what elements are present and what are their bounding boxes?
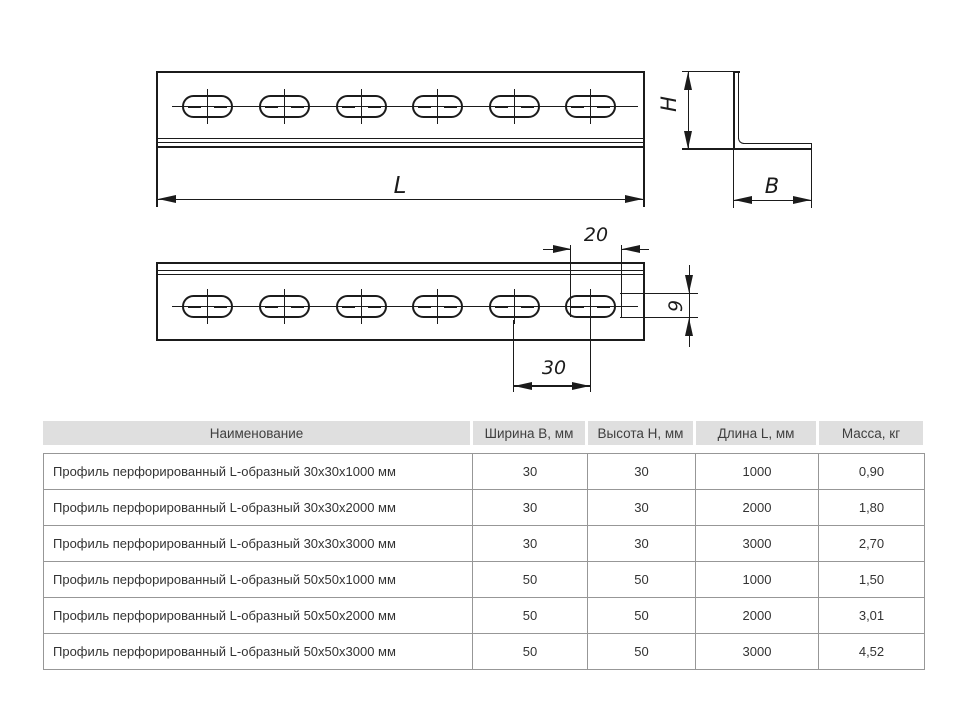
length-cell: 2000 (696, 598, 819, 634)
height-cell: 30 (588, 454, 696, 490)
arrow-left-icon (622, 245, 640, 253)
right-edge (643, 71, 645, 207)
arrow-right-icon (625, 195, 643, 203)
mass-cell: 1,50 (819, 562, 925, 598)
arrow-left-icon (734, 196, 752, 204)
slot-hole (182, 95, 233, 118)
profile-name-cell: Профиль перфорированный L-образный 30х30х1000 мм (44, 454, 473, 490)
table-row (44, 562, 925, 598)
length-cell: 2000 (696, 490, 819, 526)
height-cell: 30 (588, 526, 696, 562)
height-cell: 30 (588, 490, 696, 526)
slot-hole (565, 295, 616, 318)
right-edge (643, 262, 645, 341)
slot-hole (412, 295, 463, 318)
length-cell: 3000 (696, 634, 819, 670)
mass-cell: 0,90 (819, 454, 925, 490)
height-cell: 50 (588, 634, 696, 670)
left-edge (156, 71, 158, 207)
dim-label-H: H (657, 96, 681, 112)
slot-hole (489, 295, 540, 318)
slot-hole (412, 95, 463, 118)
profile-name-cell: Профиль перфорированный L-образный 50х50х3000 мм (44, 634, 473, 670)
slot-hole (259, 95, 310, 118)
bend-line (156, 142, 644, 143)
bend-line (156, 146, 644, 148)
header-cell-length: Длина L, мм (696, 421, 816, 445)
slot-hole (182, 295, 233, 318)
top-edge (156, 262, 646, 264)
shelf-top-face (743, 143, 812, 145)
bottom-edge (156, 339, 646, 341)
mass-cell: 4,52 (819, 634, 925, 670)
arrow-up-icon (685, 318, 693, 336)
width-cell: 50 (473, 562, 588, 598)
width-cell: 30 (473, 526, 588, 562)
leg-outer-face (733, 71, 735, 150)
profile-name-cell: Профиль перфорированный L-образный 50х50х2000 мм (44, 598, 473, 634)
width-cell: 30 (473, 454, 588, 490)
leg-inner-face (738, 71, 740, 139)
arrow-right-icon (793, 196, 811, 204)
header-cell-mass: Масса, кг (819, 421, 923, 445)
table-row (44, 634, 925, 670)
header-cell-height: Высота H, мм (588, 421, 693, 445)
mass-cell: 3,01 (819, 598, 925, 634)
mass-cell: 2,70 (819, 526, 925, 562)
spec-table (43, 453, 925, 670)
length-cell: 3000 (696, 526, 819, 562)
width-cell: 50 (473, 634, 588, 670)
length-cell: 1000 (696, 562, 819, 598)
profile-name-cell: Профиль перфорированный L-образный 50х50х1000 мм (44, 562, 473, 598)
dim-label-9: 9 (664, 299, 687, 312)
bend-line (156, 270, 644, 271)
shelf-end-cap (811, 143, 813, 150)
arrow-left-icon (158, 195, 176, 203)
ext-line (621, 245, 622, 317)
bend-line (156, 274, 644, 275)
shelf-bottom-face (682, 148, 812, 150)
height-cell: 50 (588, 562, 696, 598)
ext-line (570, 245, 571, 317)
profile-name-cell: Профиль перфорированный L-образный 30х30х3000 мм (44, 526, 473, 562)
mass-cell: 1,80 (819, 490, 925, 526)
slot-hole (259, 295, 310, 318)
header-cell-width: Ширина B, мм (473, 421, 585, 445)
slot-hole (336, 295, 387, 318)
arrow-down-icon (684, 131, 692, 149)
top-edge (156, 71, 646, 73)
width-cell: 30 (473, 490, 588, 526)
width-cell: 50 (473, 598, 588, 634)
slot-hole (565, 95, 616, 118)
arrow-right-icon (572, 382, 590, 390)
spec-table-header (43, 421, 923, 445)
slot-hole (489, 95, 540, 118)
dim-label-20: 20 (583, 224, 609, 246)
height-cell: 50 (588, 598, 696, 634)
dim-label-B: B (764, 174, 780, 198)
arrow-right-icon (553, 245, 571, 253)
dim-label-30: 30 (541, 357, 567, 379)
profile-name-cell: Профиль перфорированный L-образный 30х30х2000 мм (44, 490, 473, 526)
arrow-up-icon (684, 72, 692, 90)
table-row (44, 490, 925, 526)
length-cell: 1000 (696, 454, 819, 490)
arrow-down-icon (685, 275, 693, 293)
header-cell-name: Наименование (43, 421, 470, 445)
slot-hole (336, 95, 387, 118)
table-row (44, 598, 925, 634)
table-row (44, 526, 925, 562)
bend-line (156, 138, 644, 139)
table-row (44, 454, 925, 490)
left-edge (156, 262, 158, 341)
arrow-left-icon (514, 382, 532, 390)
dim-label-L: L (393, 173, 407, 199)
